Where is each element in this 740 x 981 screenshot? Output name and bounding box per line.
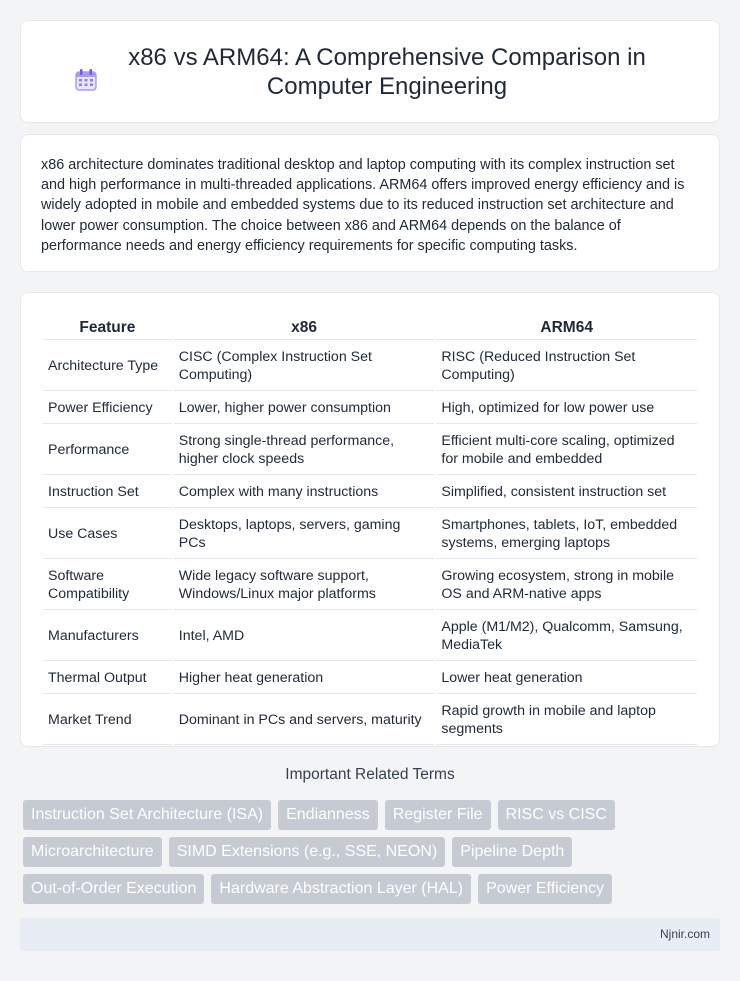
table-row bbox=[43, 510, 697, 559]
header-x86: x86 bbox=[174, 315, 435, 340]
feature-cell: Use Cases bbox=[43, 510, 172, 559]
feature-cell: Instruction Set bbox=[43, 477, 172, 508]
related-term-tag[interactable]: SIMD Extensions (e.g., SSE, NEON) bbox=[169, 837, 446, 867]
related-term-tag[interactable]: Endianness bbox=[278, 800, 378, 830]
x86-cell: Strong single-thread performance, higher clock speeds bbox=[174, 426, 435, 475]
feature-cell: Architecture Type bbox=[43, 342, 172, 391]
x86-cell: Wide legacy software support, Windows/Linux major platforms bbox=[174, 561, 435, 610]
table-row bbox=[43, 477, 697, 508]
arm64-cell: Smartphones, tablets, IoT, embedded systems, emerging laptops bbox=[436, 510, 697, 559]
related-term-tag[interactable]: Microarchitecture bbox=[23, 837, 162, 867]
x86-cell: Higher heat generation bbox=[174, 663, 435, 694]
header-feature: Feature bbox=[43, 315, 172, 340]
related-term-tag[interactable]: Power Efficiency bbox=[478, 874, 612, 904]
x86-cell: Desktops, laptops, servers, gaming PCs bbox=[174, 510, 435, 559]
feature-cell: Thermal Output bbox=[43, 663, 172, 694]
table-row bbox=[43, 426, 697, 475]
title-card bbox=[20, 20, 720, 123]
table-row bbox=[43, 561, 697, 610]
arm64-cell: RISC (Reduced Instruction Set Computing) bbox=[436, 342, 697, 391]
comparison-card bbox=[20, 292, 720, 747]
related-term-tag[interactable]: Pipeline Depth bbox=[452, 837, 572, 867]
footer-brand[interactable]: Njnir.com bbox=[659, 927, 710, 941]
table-row bbox=[43, 393, 697, 424]
x86-cell: Dominant in PCs and servers, maturity bbox=[174, 696, 435, 745]
footer bbox=[20, 918, 720, 951]
related-terms-title: Important Related Terms bbox=[285, 766, 455, 783]
x86-cell: Lower, higher power consumption bbox=[174, 393, 435, 424]
related-term-tag[interactable]: Hardware Abstraction Layer (HAL) bbox=[211, 874, 471, 904]
x86-cell: Intel, AMD bbox=[174, 612, 435, 661]
table-header-row bbox=[43, 315, 697, 340]
related-term-tag[interactable]: Out-of-Order Execution bbox=[23, 874, 204, 904]
x86-cell: Complex with many instructions bbox=[174, 477, 435, 508]
comparison-table bbox=[41, 313, 699, 747]
arm64-cell: Apple (M1/M2), Qualcomm, Samsung, MediaTek bbox=[436, 612, 697, 661]
table-row bbox=[43, 612, 697, 661]
feature-cell: Software Compatibility bbox=[43, 561, 172, 610]
arm64-cell: Simplified, consistent instruction set bbox=[436, 477, 697, 508]
feature-cell: Power Efficiency bbox=[43, 393, 172, 424]
table-row bbox=[43, 663, 697, 694]
related-term-tag[interactable]: RISC vs CISC bbox=[498, 800, 615, 830]
intro-card bbox=[20, 134, 720, 272]
arm64-cell: Efficient multi-core scaling, optimized for mobile and embedded bbox=[436, 426, 697, 475]
arm64-cell: Growing ecosystem, strong in mobile OS and ARM-native apps bbox=[436, 561, 697, 610]
calendar-icon bbox=[73, 67, 99, 93]
header-arm64: ARM64 bbox=[436, 315, 697, 340]
x86-cell: CISC (Complex Instruction Set Computing) bbox=[174, 342, 435, 391]
feature-cell: Performance bbox=[43, 426, 172, 475]
table-row bbox=[43, 342, 697, 391]
arm64-cell: High, optimized for low power use bbox=[436, 393, 697, 424]
related-term-tag[interactable]: Instruction Set Architecture (ISA) bbox=[23, 800, 271, 830]
arm64-cell: Rapid growth in mobile and laptop segments bbox=[436, 696, 697, 745]
related-term-tag[interactable]: Register File bbox=[385, 800, 491, 830]
intro-paragraph: x86 architecture dominates traditional desktop and laptop computing with its complex instruction set and high performance in multi-threaded applications. ARM64 offers improved energy efficiency and is widely adopted in mobile and embedded systems due to its reduced instruction set architecture and lower power consumption. The choice between x86 and ARM64 depends on the balance of performance needs and energy efficiency requirements for specific computing tasks. bbox=[41, 157, 685, 254]
arm64-cell: Lower heat generation bbox=[436, 663, 697, 694]
feature-cell: Manufacturers bbox=[43, 612, 172, 661]
feature-cell: Market Trend bbox=[43, 696, 172, 745]
page-title: x86 vs ARM64: A Comprehensive Comparison in Computer Engineering bbox=[128, 43, 646, 100]
table-row bbox=[43, 696, 697, 745]
related-terms-list bbox=[23, 800, 723, 904]
